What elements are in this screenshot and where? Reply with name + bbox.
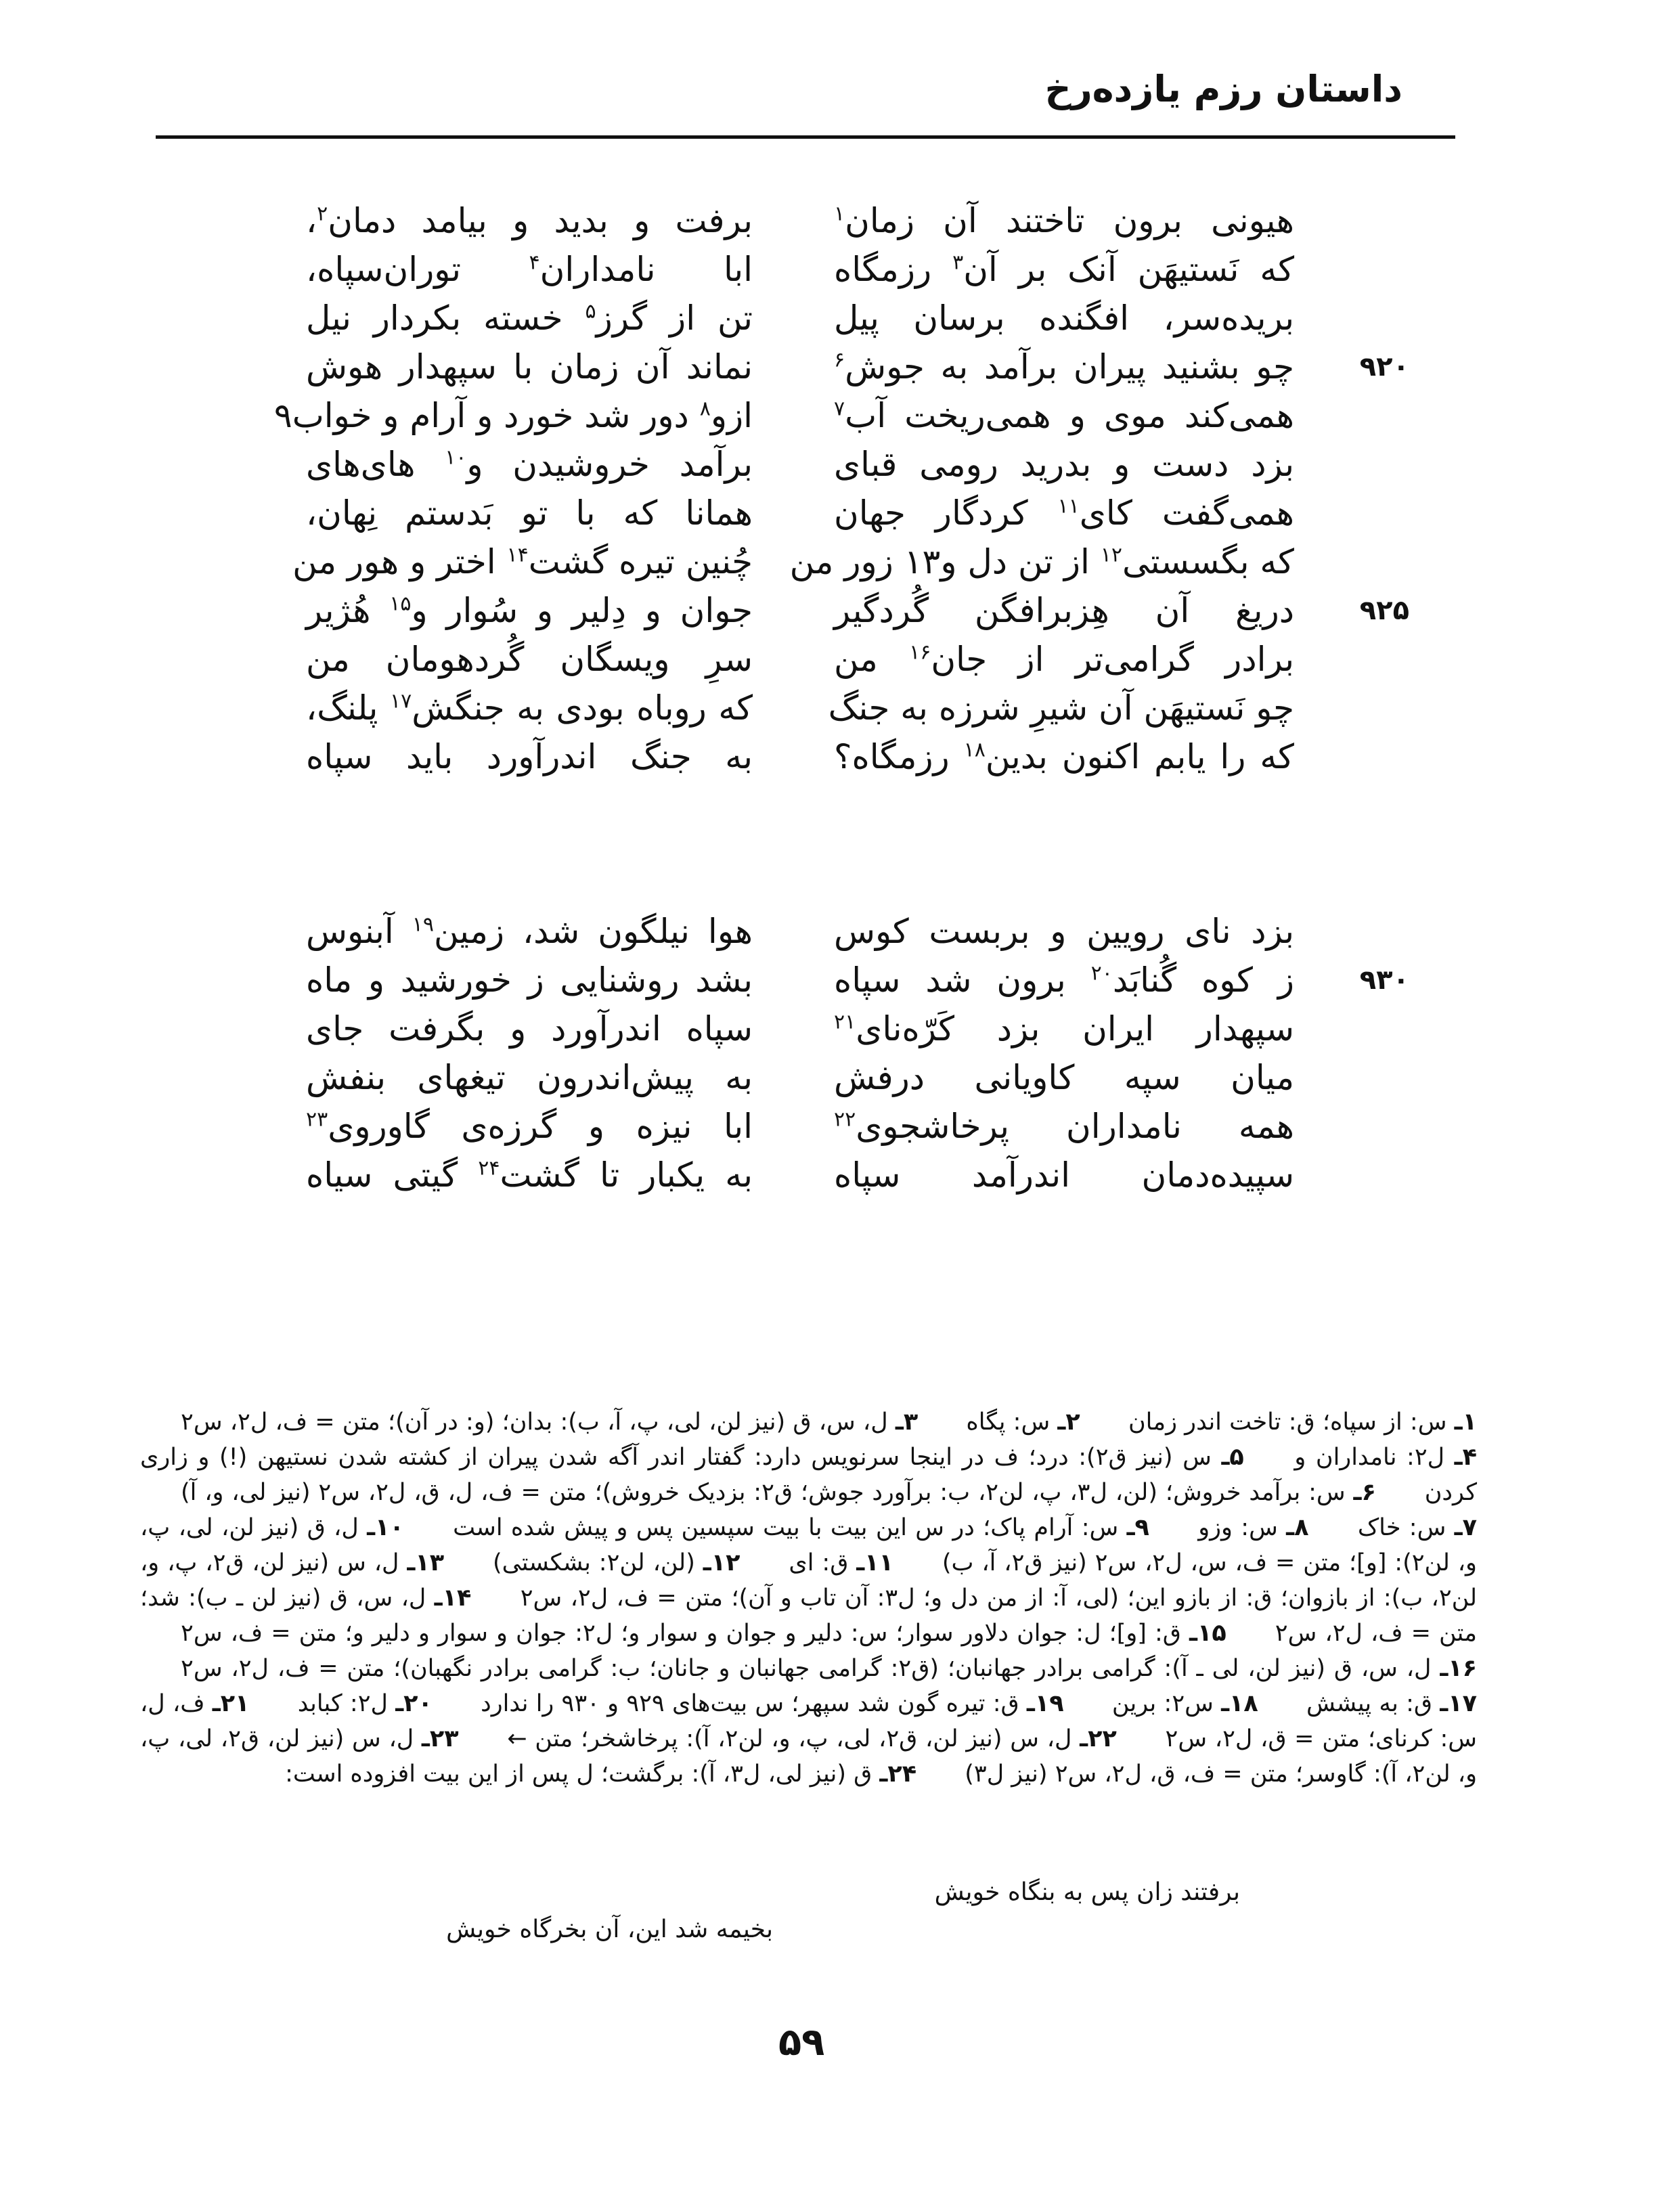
footnote-number: ۱۵ـ [1189, 1620, 1226, 1647]
footnote-marker: ۱۴ [506, 543, 529, 567]
footnote: ۲۳ـ ل، س (نیز لن، ق۲، لی، پ، و، لن۲، آ): گاوسر؛ متن = ف، ق، ل۲، س۲ (نیز ل۳) [140, 1725, 1477, 1788]
hemistich-right: دریغ آن هِزبرافگن گُردگیر [834, 591, 1294, 630]
footnote-marker: ۶ [834, 348, 845, 372]
footnote-number: ۲۴ـ [879, 1761, 917, 1788]
footnote-marker: ۱۵ [389, 592, 412, 616]
verse-number: ۹۳۰ [1359, 965, 1409, 996]
hemistich-right: چو بشنید پیران برآمد به جوش$^۶$ [834, 347, 1294, 386]
footnote-number: ۲۲ـ [1080, 1725, 1117, 1752]
footnote-number: ۱۳ـ [407, 1549, 445, 1576]
footnote-number: ۲۳ـ [421, 1725, 459, 1752]
footnote: ۲۲ـ ل، س (نیز لن، ق۲، لی، پ، و، لن۲، آ): پرخاشخر؛ متن ← [507, 1725, 1117, 1752]
footnote-number: ۶ـ [1353, 1479, 1376, 1506]
footnote-number: ۳ـ [895, 1409, 919, 1436]
verse-row [0, 245, 1680, 294]
hemistich-right: که را یابم اکنون بدین$^{۱۸}$ رزمگاه؟ [834, 737, 1294, 776]
verse-row [0, 391, 1680, 440]
hemistich-left: برآمد خروشیدن و$^{۱۰}$ های‌های [306, 445, 753, 484]
hemistich-right: بریده‌سر، افگنده برسان پیل [834, 298, 1294, 338]
verse-row [0, 1053, 1680, 1102]
footnote: ۱۸ـ س۲: برین [1111, 1690, 1258, 1717]
footnote: ۱۲ـ (لن، لن۲: بشکستی) [492, 1549, 740, 1576]
hemistich-right: هیونی برون تاختند آن زمان$^۱$ [834, 201, 1294, 240]
footnote: ۲۱ـ ف، ل، س: کرنای؛ متن = ق، ل۲، س۲ [140, 1690, 1477, 1752]
hemistich-left: هوا نیلگون شد، زمین$^{۱۹}$ آبنوس [306, 912, 753, 951]
footnotes [140, 1405, 1477, 1792]
footnote-marker: ۳ [952, 250, 964, 275]
footnote-number: ۱۰ـ [367, 1514, 404, 1541]
verse-number: ۹۲۰ [1359, 351, 1409, 382]
added-verse-line-2: بخیمه شد این، آن بخرگاه خویش [446, 1916, 773, 1943]
hemistich-right: ز کوه گُنابَد$^{۲۰}$ برون شد سپاه [834, 960, 1294, 1000]
footnote: ۱۷ـ ق: به پیشش [1306, 1690, 1477, 1717]
hemistich-right: سپیده‌دمان اندرآمد سپاه [834, 1155, 1294, 1195]
verse-row [0, 907, 1680, 956]
verse-row [0, 537, 1680, 586]
stanza-2 [0, 907, 1680, 1199]
footnote: ۷ـ س: خاک [1357, 1514, 1477, 1541]
hemistich-left: به جنگ اندرآورد باید سپاه [306, 737, 753, 776]
hemistich-left: ازو$^۸$ دور شد خورد و آرام و خواب۹ [273, 396, 753, 435]
hemistich-right: چو نَستیهَن آن شیرِ شرزه به جنگ [828, 688, 1294, 728]
hemistich-left: بشد روشنایی ز خورشید و ماه [306, 960, 753, 1000]
verse-row [0, 1004, 1680, 1053]
footnote-marker: ۲ [317, 202, 328, 226]
footnote: ۱۱ـ ق: ای [789, 1549, 893, 1576]
hemistich-right: که بگسستی$^{۱۲}$ از تن دل و۱۳ زور من [789, 542, 1294, 581]
verse-row [0, 1102, 1680, 1151]
footnote-number: ۲۱ـ [212, 1690, 250, 1717]
hemistich-right: همی‌کند موی و همی‌ریخت آب$^۷$ [834, 396, 1294, 435]
hemistich-left: برفت و بدید و بیامد دمان$^۲$، [306, 201, 753, 240]
hemistich-left: ابا نیزه و گرزه‌ی گاوروی$^{۲۳}$ [306, 1107, 753, 1146]
footnote-marker: ۲۴ [478, 1156, 500, 1180]
stanza-1 [0, 196, 1680, 781]
footnote: ۲۰ـ ل۲: کبابد [297, 1690, 433, 1717]
footnote: ۱۰ـ ل، ق (نیز لن، لی، پ، و، لن۲): [و]؛ متن = ف، س، ل۲، س۲ (نیز ق۲، آ، ب) [140, 1514, 1477, 1576]
footnote: ۱۶ـ ل، س، ق (نیز لن، لی ـ آ): گرامی برادر جهانبان؛ (ق۲: گرامی جهانبان و جانان؛ ب: گرامی برادر نگهبان)؛ متن = ف، ل۲، س۲ [181, 1655, 1478, 1682]
footnote-marker: ۸ [699, 397, 711, 421]
added-verse-line-1: برفتند زان پس به بنگاه خویش [934, 1878, 1240, 1906]
hemistich-right: بزد نای رویین و بربست کوس [834, 912, 1294, 951]
hemistich-right: همی‌گفت کای$^{۱۱}$ کردگار جهان [834, 493, 1294, 533]
footnote-marker: ۱۷ [390, 689, 412, 713]
footnote: ۱ـ س: از سپاه؛ ق: تاخت اندر زمان [1128, 1409, 1477, 1436]
footnote: ۱۵ـ ق: [و]؛ ل: جوان دلاور سوار؛ س: دلیر و جوان و سوار و؛ ل۲: جوان و سوار و دلیر و؛ متن = ف، س۲ [181, 1620, 1226, 1647]
header-rule [156, 135, 1455, 139]
footnote-number: ۴ـ [1454, 1444, 1477, 1471]
footnote-marker: ۱۰ [445, 445, 467, 470]
footnote-number: ۱ـ [1454, 1409, 1477, 1436]
verse-row [0, 294, 1680, 342]
hemistich-right: بزد دست و بدرید رومی قبای [834, 445, 1294, 484]
verse-number: ۹۲۵ [1359, 595, 1409, 626]
footnote-marker: ۱۱ [1057, 494, 1080, 518]
footnote-marker: ۱۸ [963, 738, 986, 762]
hemistich-left: نماند آن زمان با سپهدار هوش [306, 347, 753, 386]
footnote-marker: ۱ [834, 202, 845, 226]
footnote: ۳ـ ل، س، ق (نیز لن، لی، پ، آ، ب): بدان؛ (و: در آن)؛ متن = ف، ل۲، س۲ [181, 1409, 919, 1436]
hemistich-left: ابا نامداران$^۴$ توران‌سپاه، [306, 250, 753, 289]
hemistich-right: برادر گرامی‌تر از جان$^{۱۶}$ من [834, 640, 1294, 679]
footnote: ۵ـ س (نیز ق۲): درد؛ ف در اینجا سرنویس دارد: گفتار اندر آگه شدن پیران از کشته شدن نستیهن (!) و زاری کردن [140, 1444, 1477, 1506]
verse-row [0, 489, 1680, 537]
footnote: ۲ـ س: پگاه [966, 1409, 1080, 1436]
verse-row [0, 1151, 1680, 1199]
hemistich-right: میان سپه کاویانی درفش [834, 1058, 1294, 1097]
footnote-marker: ۵ [585, 299, 596, 324]
hemistich-left: چُنین تیره گشت$^{۱۴}$ اختر و هور من [292, 542, 753, 581]
hemistich-right: سپهدار ایران بزد کَرّه‌نای$^{۲۱}$ [834, 1009, 1294, 1048]
footnote-number: ۱۸ـ [1221, 1690, 1258, 1717]
footnote: ۲۴ـ ق (نیز لی، ل۳، آ): برگشت؛ ل پس از این بیت افزوده است: [285, 1761, 917, 1788]
verse-row [0, 684, 1680, 732]
footnote-marker: ۱۲ [1100, 543, 1122, 567]
footnote: ۱۹ـ ق: تیره گون شد سپهر؛ س بیت‌های ۹۲۹ و ۹۳۰ را ندارد [481, 1690, 1064, 1717]
footnote-marker: ۲۰ [1090, 961, 1113, 986]
footnote-number: ۲ـ [1057, 1409, 1080, 1436]
footnote-marker: ۲۲ [834, 1107, 856, 1132]
verse-row [0, 196, 1680, 245]
hemistich-left: همانا که با تو بَدستم نِهان، [306, 493, 753, 533]
hemistich-left: سرِ ویسگان گُردهومان من [306, 640, 753, 679]
hemistich-right: که نَستیهَن آنک بر آن$^۳$ رزمگاه [834, 250, 1294, 289]
footnote-marker: ۱۶ [909, 640, 931, 665]
footnote-number: ۲۰ـ [395, 1690, 433, 1717]
footnote-marker: ۲۱ [834, 1010, 856, 1034]
verse-row [0, 342, 1680, 391]
footnote-number: ۱۷ـ [1440, 1690, 1477, 1717]
hemistich-left: به پیش‌اندرون تیغهای بنفش [306, 1058, 753, 1097]
footnote-number: ۹ـ [1126, 1514, 1149, 1541]
footnote-number: ۱۴ـ [434, 1585, 472, 1612]
verse-row [0, 440, 1680, 489]
footnote-marker: ۷ [834, 397, 845, 421]
footnote-marker: ۴ [529, 250, 540, 275]
footnote-number: ۸ـ [1286, 1514, 1309, 1541]
running-header-title: داستان رزم یازده‌رخ [1044, 68, 1402, 110]
footnote: ۹ـ س: آرام پاک؛ در س این بیت با بیت سپسین پس و پیش شده است [453, 1514, 1149, 1541]
footnote: ۱۳ـ ل، س (نیز لن، ق۲، پ، و، لن۲، ب): از بازوان؛ ق: از بازو این؛ (لی، آ: از من دل و؛ ل۳: آن تاب و آن)؛ متن = ف، ل۲، س۲ [140, 1549, 1477, 1612]
hemistich-left: که روباه بودی به جنگش$^{۱۷}$ پلنگ، [306, 688, 753, 728]
footnote-marker: ۱۹ [412, 912, 434, 937]
footnote-number: ۱۶ـ [1440, 1655, 1478, 1682]
hemistich-left: تن از گرز$^۵$ خسته بکردار نیل [306, 298, 753, 338]
verse-row [0, 732, 1680, 781]
hemistich-left: جوان و دِلیر و سُوار و$^{۱۵}$ هُژیر [306, 591, 753, 630]
footnote-number: ۱۲ـ [703, 1549, 740, 1576]
hemistich-left: سپاه اندرآورد و بگرفت جای [306, 1009, 753, 1048]
footnote-number: ۱۹ـ [1026, 1690, 1064, 1717]
verse-row [0, 956, 1680, 1004]
footnote: ۴ـ ل۲: نامداران و [1294, 1444, 1477, 1471]
verse-row [0, 586, 1680, 635]
hemistich-right: همه نامداران پرخاشجوی$^{۲۲}$ [834, 1107, 1294, 1146]
footnote-marker: ۲۳ [306, 1107, 328, 1132]
page-number: ۵۹ [778, 2020, 825, 2064]
footnote-number: ۵ـ [1221, 1444, 1244, 1471]
footnote-number: ۷ـ [1454, 1514, 1477, 1541]
hemistich-left: به یکبار تا گشت$^{۲۴}$ گیتی سیاه [306, 1155, 753, 1195]
footnote: ۱۴ـ ل، س، ق (نیز لن ـ ب): شد؛ متن = ف، ل۲، س۲ [140, 1585, 1477, 1647]
verse-row [0, 635, 1680, 684]
footnote-number: ۱۱ـ [856, 1549, 893, 1576]
footnote: ۶ـ س: برآمد خروش؛ (لن، ل۳، پ، لن۲، ب: برآورد جوش؛ ق۲: بزدیک خروش)؛ متن = ف، ل، ق، ل۲، س۲ (نیز لی، و، آ) [181, 1479, 1376, 1506]
footnote: ۸ـ س: وزو [1198, 1514, 1309, 1541]
